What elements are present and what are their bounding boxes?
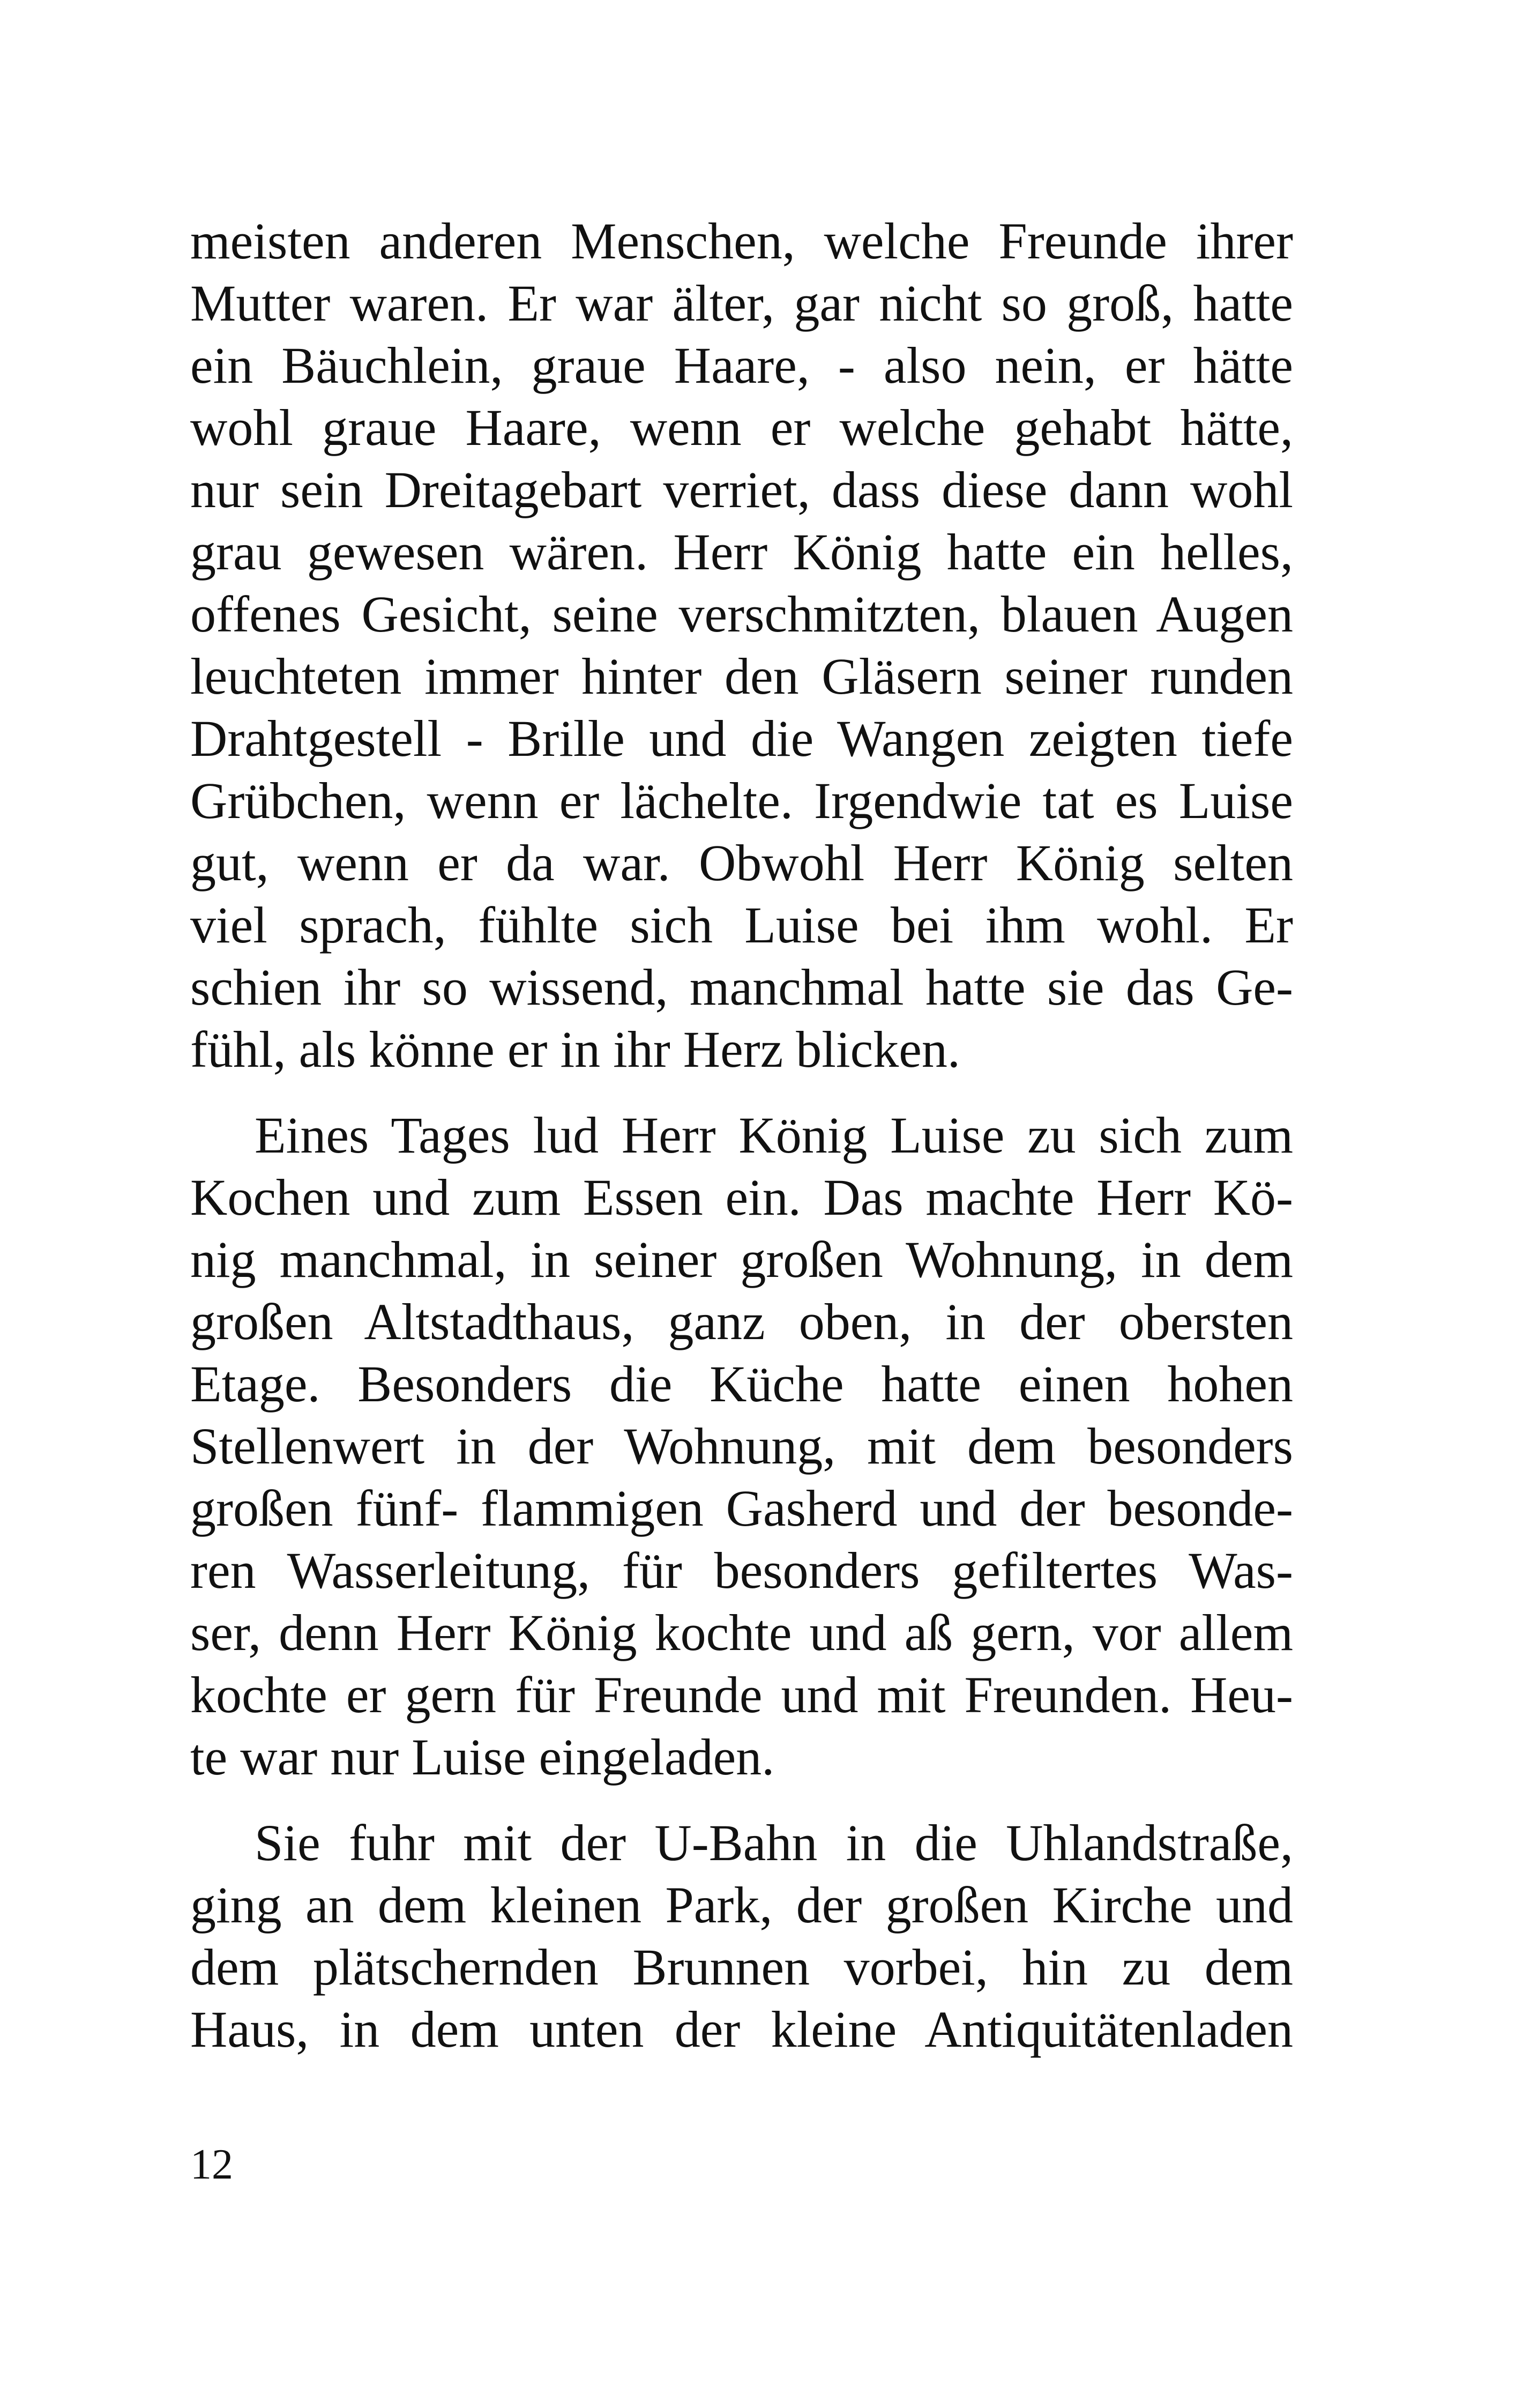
text-line: schien ihr so wissend, manchmal hatte sie das Ge-: [190, 958, 1293, 1016]
text-line: offenes Gesicht, seine verschmitzten, blauen Augen: [190, 585, 1293, 643]
paragraph-spacing: [190, 1788, 1293, 1812]
text-line: gut, wenn er da war. Obwohl Herr König selten: [190, 834, 1293, 891]
text-line: ging an dem kleinen Park, der großen Kirche und: [190, 1876, 1293, 1934]
text-line: Stellenwert in der Wohnung, mit dem besonders: [190, 1417, 1293, 1475]
paragraph: [190, 1812, 1293, 2061]
text-line: Haus, in dem unten der kleine Antiquitätenladen: [190, 2001, 1293, 2058]
text-line: Mutter waren. Er war älter, gar nicht so groß, hatte: [190, 274, 1293, 332]
text-line: wohl graue Haare, wenn er welche gehabt hätte,: [190, 399, 1293, 456]
paragraph: [190, 210, 1293, 1081]
text-line: leuchteten immer hinter den Gläsern seiner runden: [190, 648, 1293, 705]
text-line: Drahtgestell - Brille und die Wangen zeigten tiefe: [190, 710, 1293, 767]
text-line: grau gewesen wären. Herr König hatte ein helles,: [190, 523, 1293, 581]
text-line: Etage. Besonders die Küche hatte einen hohen: [190, 1355, 1293, 1413]
text-line: dem plätschernden Brunnen vorbei, hin zu dem: [190, 1938, 1293, 1996]
text-line: nig manchmal, in seiner großen Wohnung, in dem: [190, 1231, 1293, 1288]
text-line: ser, denn Herr König kochte und aß gern, vor allem: [190, 1604, 1293, 1661]
text-line: großen Altstadthaus, ganz oben, in der obersten: [190, 1293, 1293, 1350]
text-line: Kochen und zum Essen ein. Das machte Herr Kö-: [190, 1169, 1293, 1226]
text-line: viel sprach, fühlte sich Luise bei ihm wohl. Er: [190, 896, 1293, 954]
page-number: 12: [190, 2141, 233, 2188]
paragraph-spacing: [190, 1081, 1293, 1104]
text-line: kochte er gern für Freunde und mit Freunden. Heu-: [190, 1666, 1293, 1723]
text-line: Eines Tages lud Herr König Luise zu sich zum: [255, 1106, 1293, 1164]
text-line: nur sein Dreitagebart verriet, dass diese dann wohl: [190, 461, 1293, 518]
paragraph: [190, 1104, 1293, 1788]
text-line: Grübchen, wenn er lächelte. Irgendwie tat es Luise: [190, 772, 1293, 829]
text-line: Sie fuhr mit der U-Bahn in die Uhlandstraße,: [255, 1814, 1293, 1871]
text-line: fühl, als könne er in ihr Herz blicken.: [190, 1021, 960, 1078]
text-line: te war nur Luise eingeladen.: [190, 1728, 775, 1786]
text-line: ren Wasserleitung, für besonders gefiltertes Was-: [190, 1542, 1293, 1599]
text-line: großen fünf- flammigen Gasherd und der besonde-: [190, 1480, 1293, 1537]
body-text: [190, 210, 1293, 2061]
text-line: meisten anderen Menschen, welche Freunde ihrer: [190, 212, 1293, 270]
text-line: ein Bäuchlein, graue Haare, - also nein, er hätte: [190, 337, 1293, 394]
